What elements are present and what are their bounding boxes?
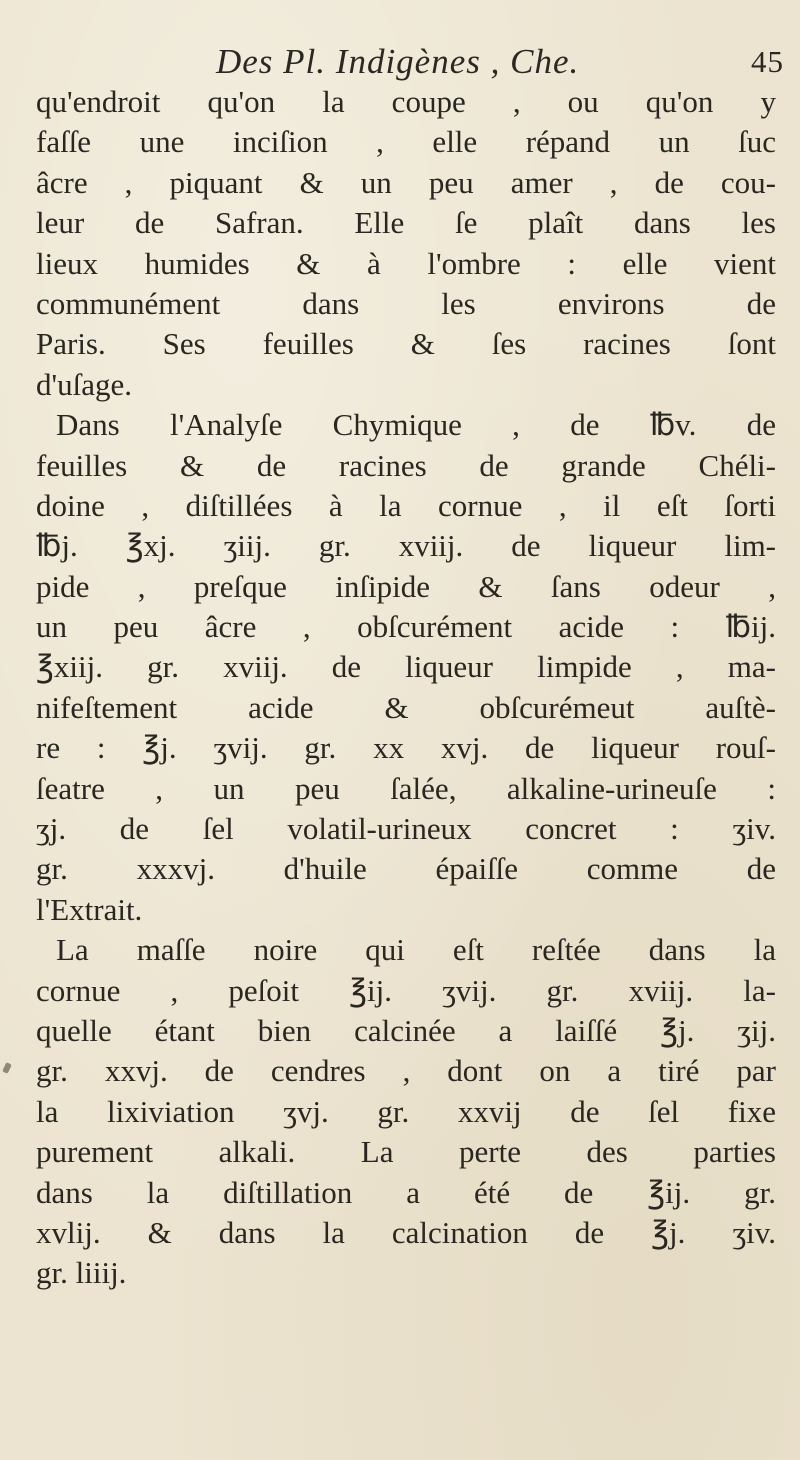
text-line: d'uſage. — [36, 366, 132, 402]
page-number: 45 — [751, 44, 784, 79]
text-line: La maſſe noire qui eſt reſtée dans la — [56, 932, 776, 968]
text-line: pide , preſque inſipide & ſans odeur , — [36, 568, 776, 604]
text-line: faſſe une inciſion , elle répand un ſuc — [36, 124, 776, 160]
ink-mark — [2, 1062, 12, 1074]
text-line: feuilles & de racines de grande Chéli- — [36, 447, 776, 483]
text-line: gr. xxvj. de cendres , dont on a tiré par — [36, 1053, 776, 1089]
text-line: quelle étant bien calcinée a laiſſé ℥j. ʒij. — [36, 1012, 776, 1048]
page-header — [216, 42, 784, 86]
text-line: qu'endroit qu'on la coupe , ou qu'on y — [36, 84, 776, 119]
text-line: gr. liiij. — [36, 1255, 127, 1291]
text-line: doine , diſtillées à la cornue , il eſt ſorti — [36, 487, 776, 523]
text-line: l'Extrait. — [36, 891, 143, 927]
text-line: xvlij. & dans la calcination de ℥j. ʒiv. — [36, 1214, 776, 1250]
text-line: nifeſtement acide & obſcurémeut auſtè- — [36, 689, 776, 725]
running-title: Des Pl. Indigènes , Che. — [216, 42, 580, 81]
text-line: gr. xxxvj. d'huile épaiſſe comme de — [36, 851, 776, 887]
text-line: communément dans les environs de — [36, 285, 776, 321]
text-line: ℥xiij. gr. xviij. de liqueur limpide , ma- — [36, 649, 776, 685]
text-line: leur de Safran. Elle ſe plaît dans les — [36, 205, 776, 241]
text-line: re : ℥j. ʒvij. gr. xx xvj. de liqueur rouſ- — [36, 730, 776, 766]
text-line: lieux humides & à l'ombre : elle vient — [36, 245, 776, 281]
text-line: dans la diſtillation a été de ℥ij. gr. — [36, 1174, 776, 1210]
text-line: cornue , peſoit ℥ij. ʒvij. gr. xviij. la- — [36, 972, 776, 1008]
text-line: Dans l'Analyſe Chymique , de ℔v. de — [56, 407, 776, 443]
text-line: un peu âcre , obſcurément acide : ℔ij. — [36, 609, 776, 645]
body-text — [36, 82, 776, 1294]
text-line: ℔j. ℥xj. ʒiij. gr. xviij. de liqueur lim- — [36, 528, 776, 564]
text-line: âcre , piquant & un peu amer , de cou- — [36, 164, 776, 200]
text-line: purement alkali. La perte des parties — [36, 1134, 776, 1170]
text-line: ʒj. de ſel volatil-urineux concret : ʒiv. — [36, 811, 776, 847]
text-line: ſeatre , un peu ſalée, alkaline-urineuſe : — [36, 770, 776, 806]
text-line: Paris. Ses feuilles & ſes racines ſont — [36, 326, 776, 362]
text-line: la lixiviation ʒvj. gr. xxvij de ſel fixe — [36, 1093, 776, 1129]
